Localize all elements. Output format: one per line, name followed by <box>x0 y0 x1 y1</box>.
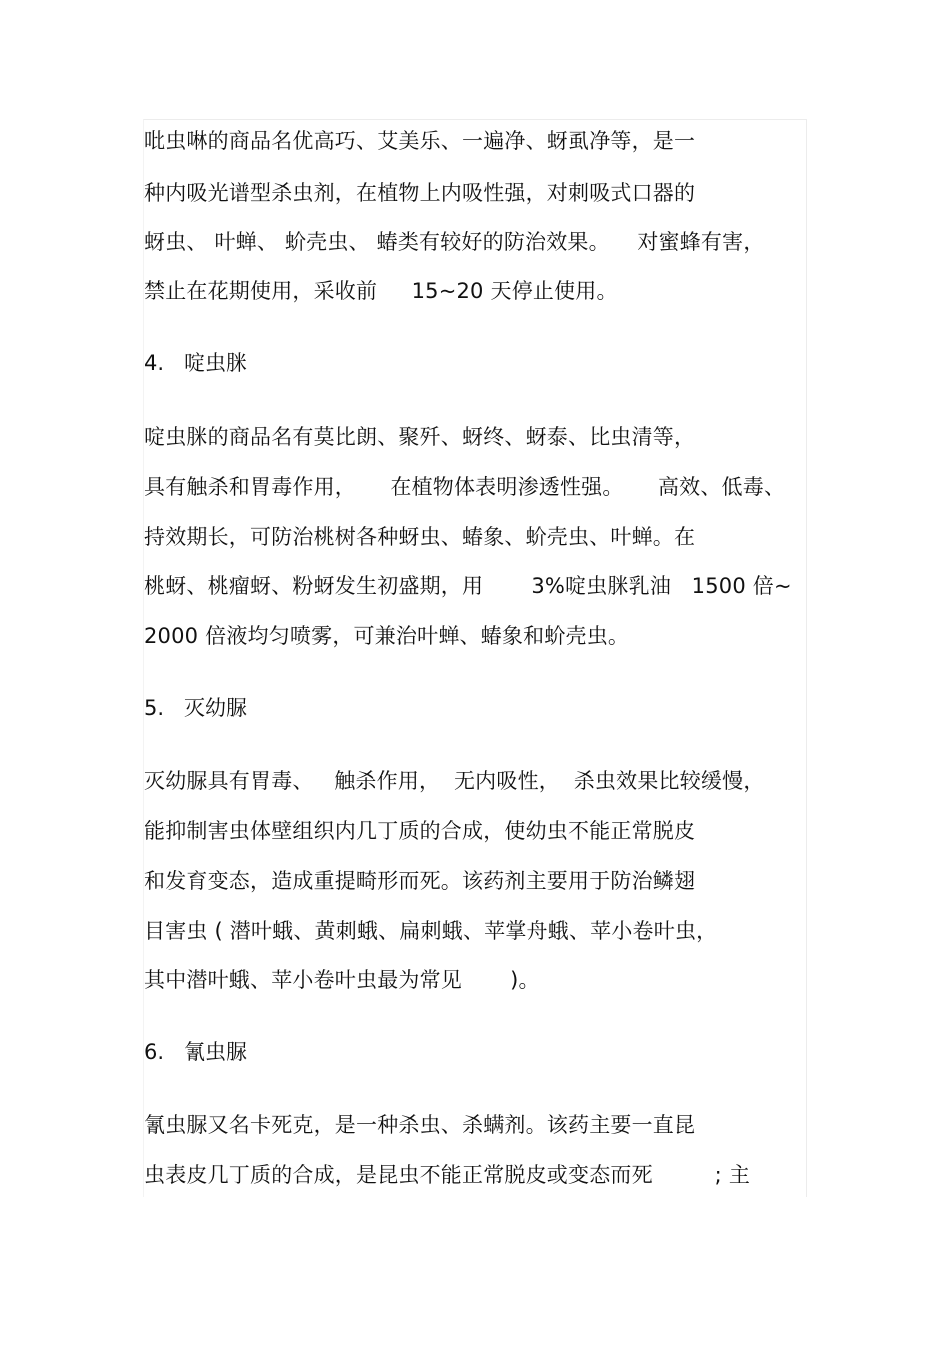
paragraph-4-line-4: 桃蚜、桃瘤蚜、粉蚜发生初盛期，用 3%啶虫脒乳油 1500 倍~ <box>144 574 792 598</box>
paragraph-6-line-2: 虫表皮几丁质的合成，是昆虫不能正常脱皮或变态而死 ; 主 <box>144 1163 751 1187</box>
paragraph-5-line-2: 能抑制害虫体壁组织内几丁质的合成，使幼虫不能正常脱皮 <box>144 819 696 843</box>
paragraph-1-line-1: 吡虫啉的商品名优高巧、艾美乐、一遍净、蚜虱净等，是一 <box>144 129 696 153</box>
paragraph-5-line-3: 和发育变态，造成重提畸形而死。该药剂主要用于防治鳞翅 <box>144 869 696 893</box>
paragraph-4-line-5: 2000 倍液均匀喷雾，可兼治叶蝉、蝽象和蚧壳虫。 <box>144 624 630 648</box>
paragraph-6-line-1: 氰虫脲又名卡死克，是一种杀虫、杀螨剂。该药主要一直昆 <box>144 1113 696 1137</box>
paragraph-5-line-4: 目害虫 ( 潜叶蛾、黄刺蛾、扁刺蛾、苹掌舟蛾、苹小卷叶虫， <box>144 919 718 943</box>
paragraph-5-line-5: 其中潜叶蛾、苹小卷叶虫最为常见 )。 <box>144 968 540 992</box>
paragraph-1-line-4: 禁止在花期使用，采收前 15~20 天停止使用。 <box>144 279 618 303</box>
paragraph-1-line-2: 种内吸光谱型杀虫剂，在植物上内吸性强，对刺吸式口器的 <box>144 181 696 205</box>
paragraph-4-line-3: 持效期长，可防治桃树各种蚜虫、蝽象、蚧壳虫、叶蝉。在 <box>144 525 696 549</box>
paragraph-5-line-1: 灭幼脲具有胃毒、 触杀作用， 无内吸性， 杀虫效果比较缓慢， <box>144 769 765 793</box>
paragraph-1-line-3: 蚜虫、 叶蝉、 蚧壳虫、 蝽类有较好的防治效果。 对蜜蜂有害， <box>144 230 765 254</box>
section-heading-6: 6. 氰虫脲 <box>144 1040 248 1064</box>
paragraph-4-line-2: 具有触杀和胃毒作用， 在植物体表明渗透性强。 高效、低毒、 <box>144 475 786 499</box>
section-heading-5: 5. 灭幼脲 <box>144 696 248 720</box>
paragraph-4-line-1: 啶虫脒的商品名有莫比朗、聚歼、蚜终、蚜泰、比虫清等， <box>144 425 696 449</box>
section-heading-4: 4. 啶虫脒 <box>144 351 248 375</box>
